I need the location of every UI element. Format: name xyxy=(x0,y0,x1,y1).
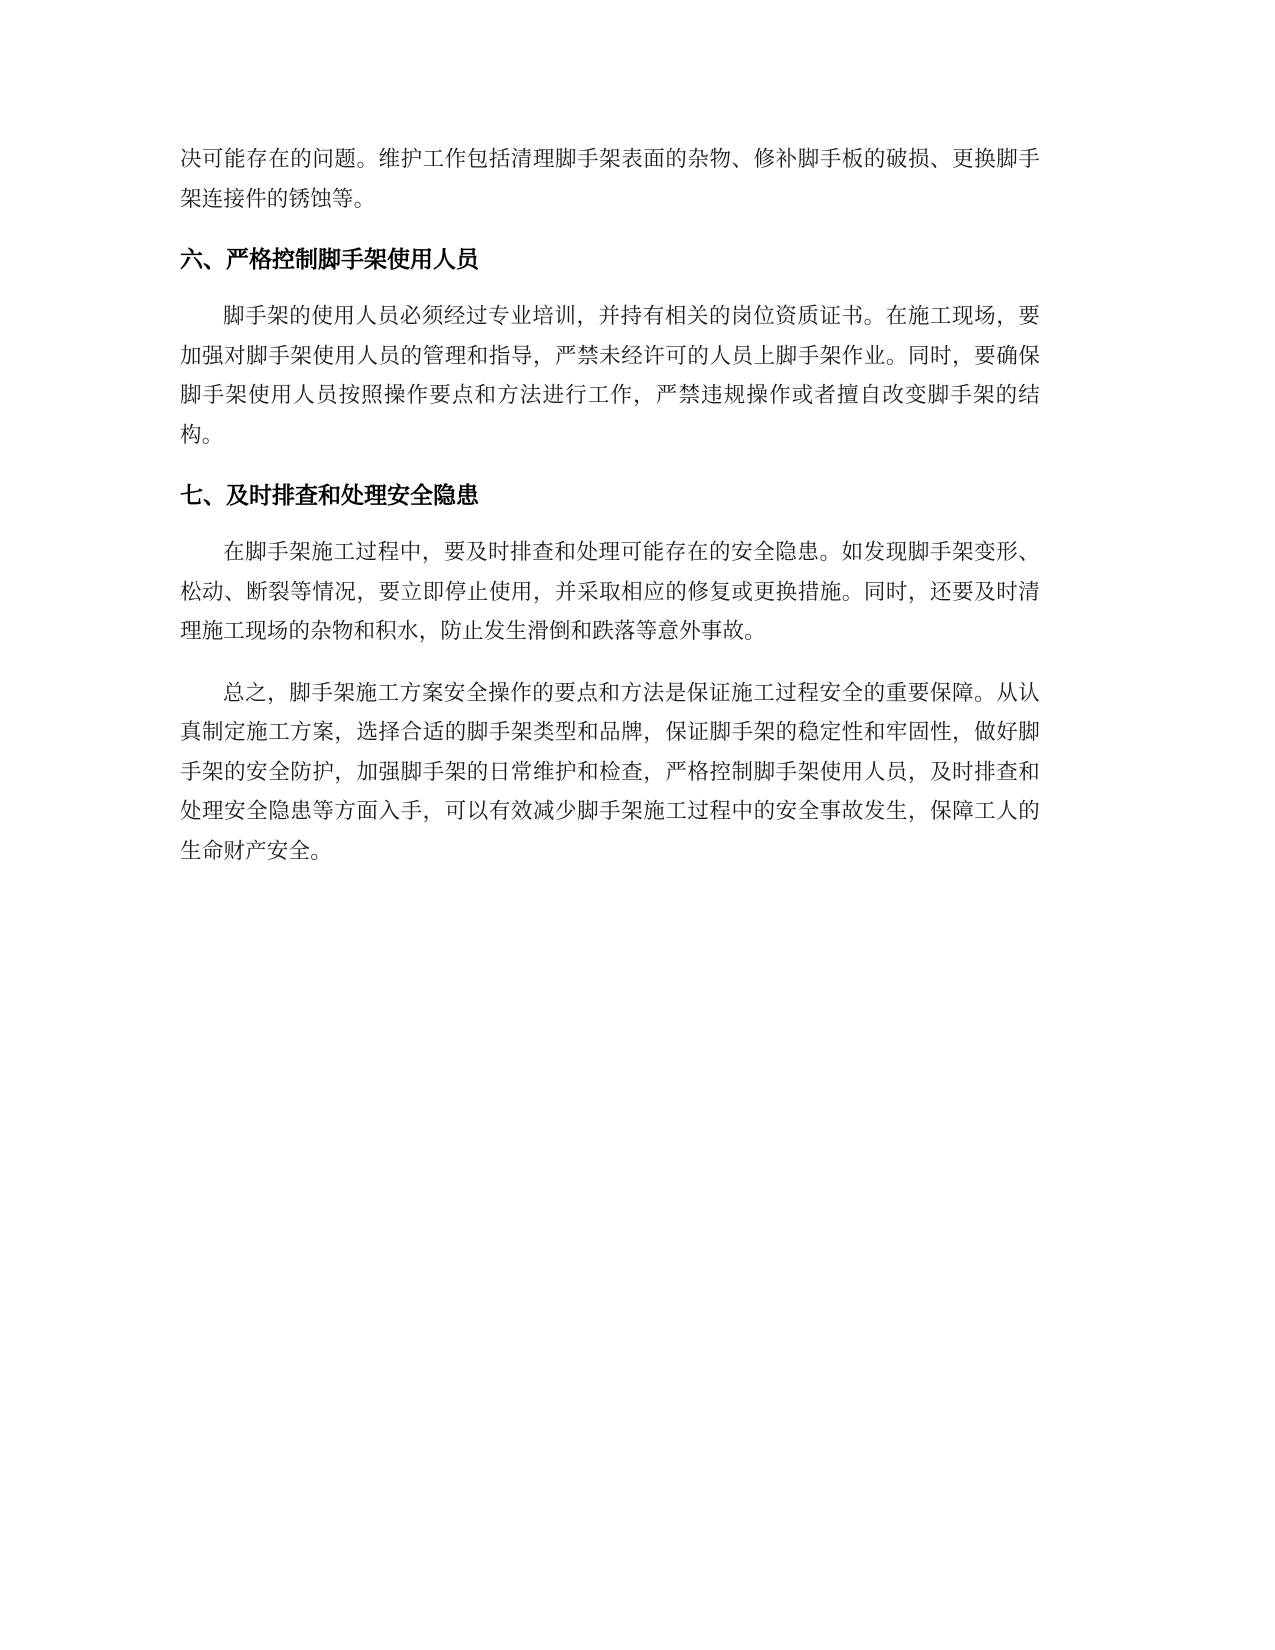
section-heading-7: 七、及时排查和处理安全隐患 xyxy=(180,483,479,509)
section-heading-6: 六、严格控制脚手架使用人员 xyxy=(180,247,479,273)
paragraph-continuation: 决可能存在的问题。维护工作包括清理脚手架表面的杂物、修补脚手板的破损、更换脚手架连接件的锈蚀等。 xyxy=(180,147,1040,212)
paragraph-section-6: 脚手架的使用人员必须经过专业培训，并持有相关的岗位资质证书。在施工现场，要加强对脚手架使用人员的管理和指导，严禁未经许可的人员上脚手架作业。同时，要确保脚手架使用人员按照操作要点和方法进行工作，严禁违规操作或者擅自改变脚手架的结构。 xyxy=(180,304,1040,448)
paragraph-section-7: 在脚手架施工过程中，要及时排查和处理可能存在的安全隐患。如发现脚手架变形、松动、断裂等情况，要立即停止使用，并采取相应的修复或更换措施。同时，还要及时清理施工现场的杂物和积水，防止发生滑倒和跌落等意外事故。 xyxy=(180,540,1040,644)
paragraph-conclusion: 总之，脚手架施工方案安全操作的要点和方法是保证施工过程安全的重要保障。从认真制定施工方案，选择合适的脚手架类型和品牌，保证脚手架的稳定性和牢固性，做好脚手架的安全防护，加强脚手架的日常维护和检查，严格控制脚手架使用人员，及时排查和处理安全隐患等方面入手，可以有效减少脚手架施工过程中的安全事故发生，保障工人的生命财产安全。 xyxy=(180,680,1040,864)
document-body xyxy=(180,140,1040,871)
